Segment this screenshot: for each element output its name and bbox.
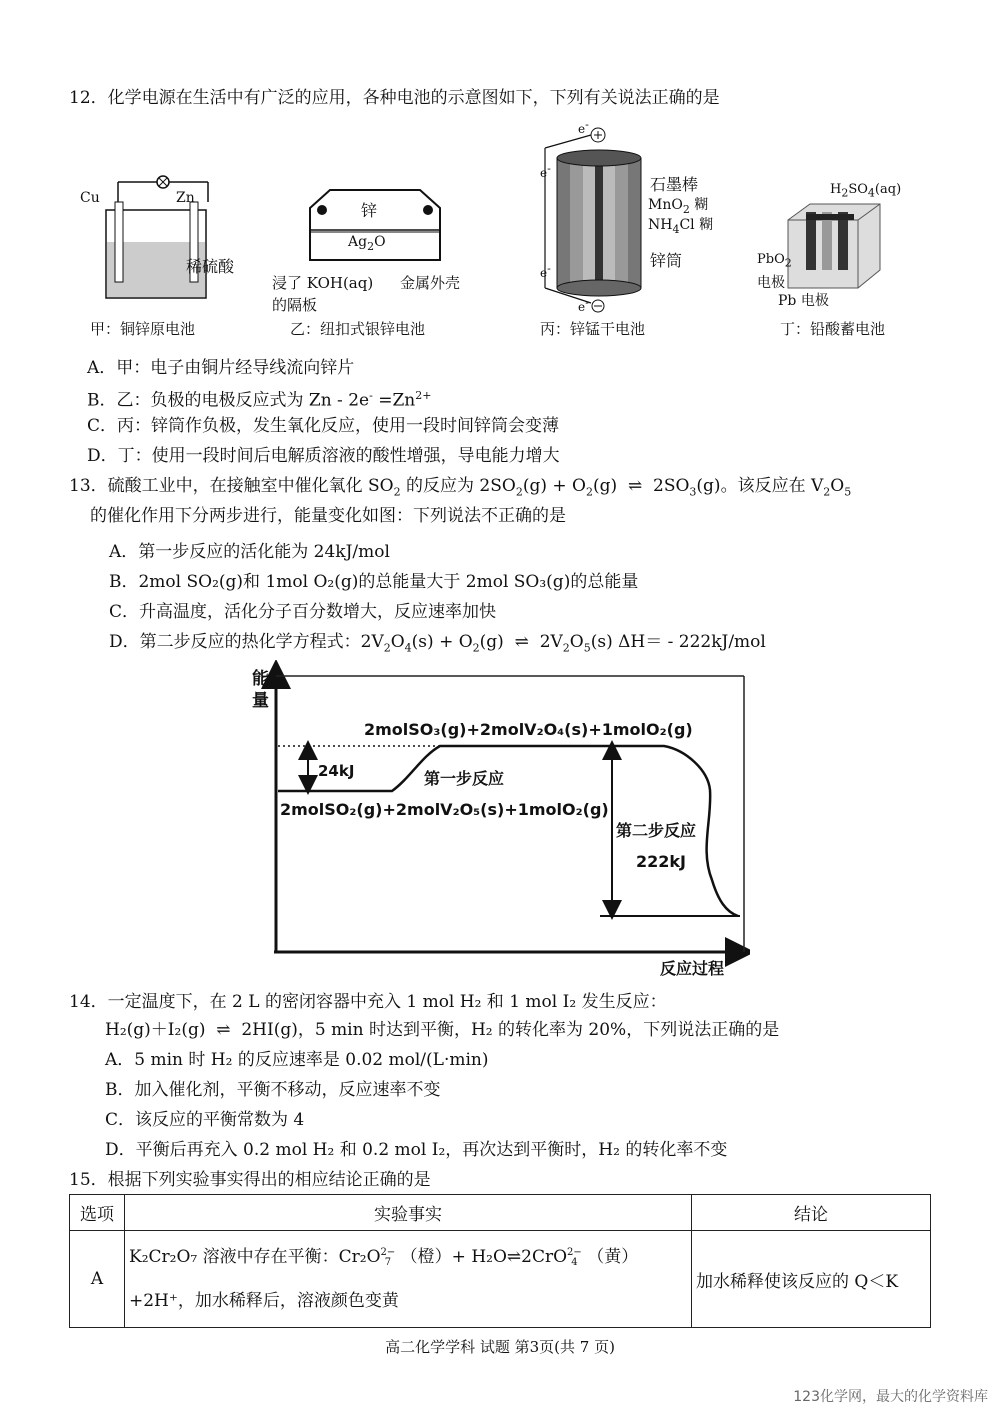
- q14-stem-line2: H₂(g)＋I₂(g) ⇌ 2HI(g)，5 min 时达到平衡，H₂ 的转化率为 20%，下列说法正确的是: [105, 1020, 780, 1040]
- chart-ylabel-2: 量: [252, 691, 269, 711]
- table-row: [70, 1231, 931, 1328]
- fig-jia-diagram: [78, 170, 253, 310]
- header-conclusion: 结论: [692, 1195, 931, 1231]
- fig-bing-e-top: e-: [578, 118, 589, 136]
- fig-yi-diagram: [300, 180, 450, 270]
- fig-yi-caption: 乙：纽扣式银锌电池: [290, 320, 426, 338]
- q13-option-d: D．第二步反应的热化学方程式：$2V_2O_4(s) + O_2(g)$ ⇌ $2V_2O_5(s)$ ΔH＝ - 222kJ/mol: [109, 632, 766, 655]
- fig-yi-sep1-label: 浸了 KOH(aq): [272, 274, 374, 292]
- fig-ding-caption: 丁：铅酸蓄电池: [780, 320, 886, 338]
- q14-option-b: B．加入催化剂，平衡不移动，反应速率不变: [105, 1080, 441, 1100]
- page-footer: 高二化学学科 试题 第3页(共 7 页): [385, 1338, 615, 1356]
- q12-option-c: C．丙：锌筒作负极，发生氧化反应，使用一段时间锌筒会变薄: [87, 416, 560, 436]
- q12-option-d: D．丁：使用一段时间后电解质溶液的酸性增强，导电能力增大: [87, 446, 560, 466]
- row-a-option: A: [70, 1231, 125, 1328]
- q14-option-c: C．该反应的平衡常数为 4: [105, 1110, 305, 1130]
- chart-e1-label: 24kJ: [318, 762, 355, 780]
- fig-yi-shell-label: 金属外壳: [400, 274, 461, 292]
- fig-bing-caption: 丙：锌锰干电池: [540, 320, 646, 338]
- q14-option-a: A．5 min 时 H₂ 的反应速率是 0.02 mol/(L·min): [105, 1050, 489, 1070]
- fig-bing-rod-label: 石墨棒: [650, 175, 699, 194]
- fig-ding-elec-label: 电极: [757, 275, 785, 291]
- fig-jia-caption: 甲：铜锌原电池: [90, 320, 196, 338]
- q13-option-c: C．升高温度，活化分子百分数增大，反应速率加快: [109, 602, 497, 622]
- fig-ding-diagram: [780, 200, 890, 295]
- fig-bing-e-left2: e-: [540, 262, 551, 280]
- watermark: 123化学网，最大的化学资料库: [793, 1389, 988, 1405]
- q13-option-b: B．2mol SO₂(g)和 1mol O₂(g)的总能量大于 2mol SO₃(g)的总能量: [109, 572, 639, 592]
- fig-bing-e-bottom: e-: [578, 296, 589, 314]
- fig-bing-mno2-label: MnO$_2$ 糊: [648, 197, 709, 216]
- q13-stem-line2: 的催化作用下分两步进行，能量变化如图：下列说法不正确的是: [90, 506, 566, 526]
- equilibrium-arrow-icon: ⇌: [514, 632, 529, 652]
- fig-yi-sep2-label: 的隔板: [272, 296, 318, 314]
- chart-upper-level-label: 2molSO₃(g)+2molV₂O₄(s)+1molO₂(g): [364, 720, 693, 739]
- chart-xlabel: 反应过程: [660, 959, 725, 978]
- q13-stem-line1: 13．硫酸工业中，在接触室中催化氧化 $SO_2$ 的反应为 $2SO_2(g) + O_2(g)$ ⇌ $2SO_3(g)$。该反应在 $V_2O_5$: [69, 476, 852, 499]
- chart-step1-label: 第一步反应: [424, 769, 505, 788]
- q14-option-d: D．平衡后再充入 0.2 mol H₂ 和 0.2 mol I₂，再次达到平衡时，H₂ 的转化率不变: [105, 1140, 728, 1160]
- table-header-row: [70, 1195, 931, 1231]
- q12-stem: 12．化学电源在生活中有广泛的应用，各种电池的示意图如下，下列有关说法正确的是: [69, 88, 720, 108]
- chart-ylabel-1: 能: [252, 669, 269, 689]
- row-a-fact: K₂Cr₂O₇ 溶液中存在平衡：Cr₂O2− 7 （橙）+ H₂O⇌2CrO2− 4 （黄） +2H⁺，加水稀释后，溶液颜色变黄: [125, 1231, 692, 1328]
- chart-lower-level-label: 2molSO₂(g)+2molV₂O₅(s)+1molO₂(g): [280, 800, 609, 819]
- fig-bing-diagram: [535, 118, 645, 318]
- chart-e2-label: 222kJ: [636, 852, 686, 871]
- header-option: 选项: [70, 1195, 125, 1231]
- equilibrium-arrow-icon: ⇌: [627, 476, 643, 496]
- q15-table: [69, 1194, 931, 1328]
- q12-option-a: A．甲：电子由铜片经导线流向锌片: [87, 358, 355, 378]
- header-fact: 实验事实: [125, 1195, 692, 1231]
- fig-jia-acid-label: 稀硫酸: [186, 257, 235, 276]
- fig-jia-cu-label: Cu: [80, 190, 100, 206]
- fig-yi-ag2o-label: $Ag_2O$: [348, 234, 386, 253]
- fig-ding-pbo2-label: PbO$_2$: [757, 252, 792, 270]
- equilibrium-arrow-icon: ⇌: [216, 1020, 231, 1040]
- equilibrium-arrow-icon: ⇌: [506, 1247, 522, 1267]
- q12-option-b: B．乙：负极的电极反应式为 $Zn - 2e^- =Zn^{2+}$: [87, 389, 432, 411]
- q13-option-a: A．第一步反应的活化能为 24kJ/mol: [109, 542, 390, 562]
- fig-jia-zn-label: Zn: [176, 190, 195, 206]
- chart-step2-label: 第二步反应: [616, 821, 697, 840]
- fig-bing-e-left1: e-: [540, 162, 551, 180]
- fig-yi-zinc-label: 锌: [361, 201, 378, 220]
- fig-ding-h2so4-label: $H_2SO_4(aq)$: [830, 182, 902, 200]
- fig-bing-can-label: 锌筒: [650, 251, 683, 270]
- row-a-conclusion: 加水稀释使该反应的 Q＜K: [692, 1231, 931, 1328]
- fig-bing-nh4cl-label: $NH_4Cl$ 糊: [648, 217, 714, 236]
- fig-ding-pb-label: Pb 电极: [778, 293, 829, 309]
- q14-stem-line1: 14．一定温度下，在 2 L 的密闭容器中充入 1 mol H₂ 和 1 mol I₂ 发生反应：: [69, 992, 667, 1012]
- q15-stem: 15．根据下列实验事实得出的相应结论正确的是: [69, 1170, 431, 1190]
